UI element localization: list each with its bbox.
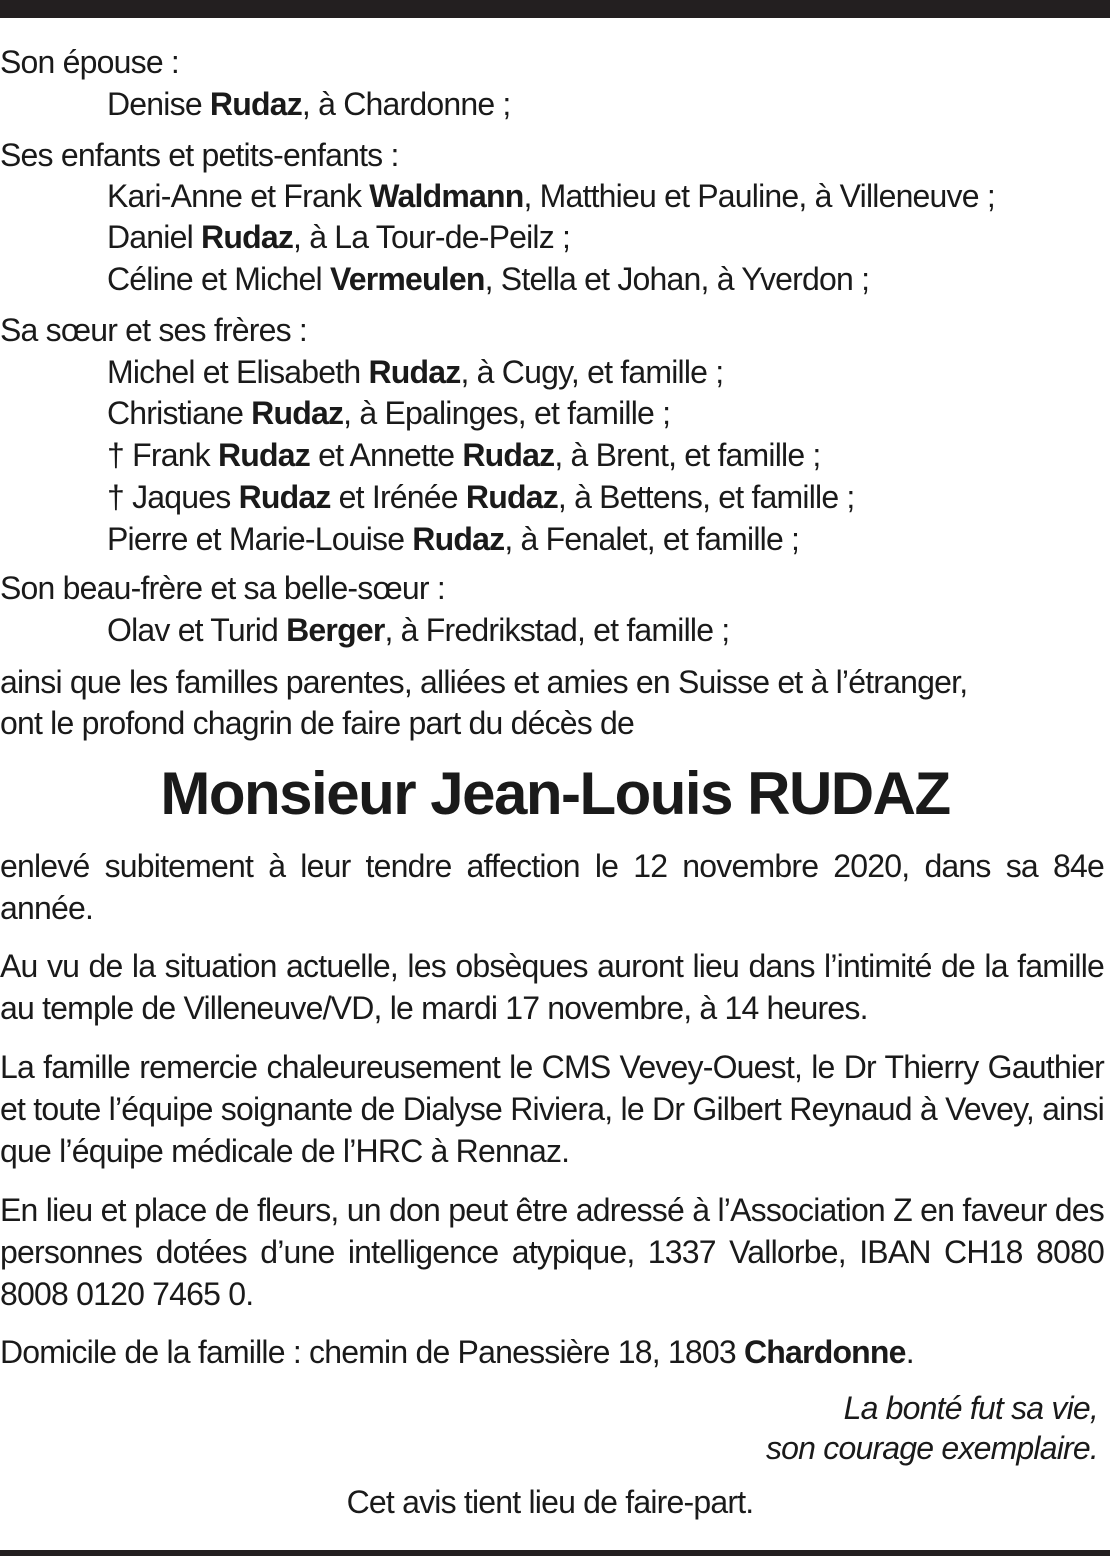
footer-note: Cet avis tient lieu de faire-part.	[346, 1484, 754, 1520]
top-rule	[0, 0, 1110, 18]
children-entry: Daniel Rudaz, à La Tour-de-Peilz ;	[107, 219, 571, 255]
thanks-paragraph: La famille remercie chaleureusement le CMS Vevey-Ouest, le Dr Thierry Gauthier et toute l’équipe soignante de Dialyse Riviera, le Dr Gilbert Reynaud à Vevey, ainsi que l’équipe médicale de l’HRC à Rennaz.	[0, 1049, 1104, 1169]
death-paragraph: enlevé subitement à leur tendre affection le 12 novembre 2020, dans sa 84e année.	[0, 848, 1104, 926]
children-entry: Kari-Anne et Frank Waldmann, Matthieu et Pauline, à Villeneuve ;	[107, 178, 995, 214]
children-entry: Céline et Michel Vermeulen, Stella et Johan, à Yverdon ;	[107, 261, 870, 297]
siblings-label: Sa sœur et ses frères :	[0, 312, 308, 348]
epitaph-quote	[766, 1388, 1098, 1468]
children-label: Ses enfants et petits-enfants :	[0, 137, 399, 173]
deceased-name: Monsieur Jean-Louis RUDAZ	[160, 760, 950, 827]
quote-line: son courage exemplaire.	[765, 1430, 1098, 1466]
quote-line: La bonté fut sa vie,	[843, 1390, 1098, 1426]
domicile-line: Domicile de la famille : chemin de Panessière 18, 1803 Chardonne.	[0, 1334, 914, 1370]
funeral-paragraph: Au vu de la situation actuelle, les obsèques auront lieu dans l’intimité de la famille au temple de Villeneuve/VD, le mardi 17 novembre, à 14 heures.	[0, 948, 1104, 1026]
announce-line: ainsi que les familles parentes, alliées et amies en Suisse et à l’étranger,	[0, 664, 968, 700]
sibling-entry: Pierre et Marie-Louise Rudaz, à Fenalet, et famille ;	[107, 521, 800, 557]
announce-line: ont le profond chagrin de faire part du décès de	[0, 705, 635, 741]
sibling-entry: Michel et Elisabeth Rudaz, à Cugy, et famille ;	[107, 354, 724, 390]
donation-paragraph: En lieu et place de fleurs, un don peut être adressé à l’Association Z en faveur des personnes dotées d’une intelligence atypique, 1337 Vallorbe, IBAN CH18 8080 8008 0120 7465 0.	[0, 1192, 1104, 1312]
bottom-rule	[0, 1550, 1110, 1556]
spouse-entry: Denise Rudaz, à Chardonne ;	[107, 86, 511, 122]
sibling-entry: † Frank Rudaz et Annette Rudaz, à Brent, et famille ;	[107, 437, 821, 473]
spouse-label: Son épouse :	[0, 44, 179, 80]
inlaws-label: Son beau-frère et sa belle-sœur :	[0, 570, 445, 606]
sibling-entry: Christiane Rudaz, à Epalinges, et famille ;	[107, 395, 671, 431]
sibling-entry: † Jaques Rudaz et Irénée Rudaz, à Bettens, et famille ;	[107, 479, 855, 515]
inlaws-entry: Olav et Turid Berger, à Fredrikstad, et famille ;	[107, 612, 730, 648]
